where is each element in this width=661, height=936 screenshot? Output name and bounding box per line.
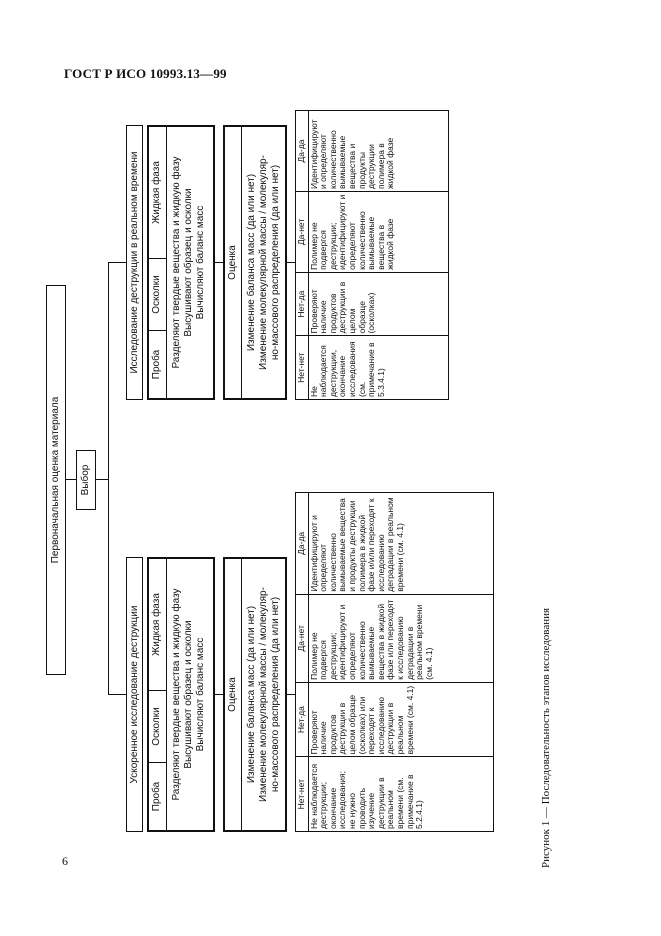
eval-line-2: Изменение молекулярной массы / молекуляр- xyxy=(258,155,269,370)
initial-assessment-box xyxy=(46,285,66,675)
phase-fragments-label: Осколки xyxy=(151,275,162,314)
connector-left xyxy=(108,694,126,695)
outcome-head: Нет-да xyxy=(296,272,309,336)
outcome-head: Да-нет xyxy=(296,191,309,272)
phase-cell-liquid xyxy=(149,559,167,690)
outcome-body: Идентифицируют и определяют количественно вымываемые вещества и продукты деструкции полимера в жидкой фазе и/или переходят к исследованию деградации в реальном времени (см. 4.1) xyxy=(308,493,493,595)
eval-line-2: Изменение молекулярной массы / молекуляр- xyxy=(258,587,269,802)
connector-top xyxy=(66,479,76,480)
outcome-head: Нет-да xyxy=(296,682,309,757)
eval-line-1: Изменение баланса масс (да или нет) xyxy=(246,173,257,352)
choice-label: Выбор xyxy=(80,464,91,496)
prep-line-1: Разделяют твердые вещества и жидкую фазу xyxy=(171,156,182,369)
outcome-body: Полимер не подвергся деструкции; идентифицируют и определяют количественно вымываемые вещества в жидкой фазе xyxy=(308,191,448,272)
outcome-body: Не наблюдается деструкции, окончание исследования (см. примечание в 5.3.4.1) xyxy=(308,336,448,400)
phase-cell-sample xyxy=(149,762,167,830)
prep-line-1: Разделяют твердые вещества и жидкую фазу xyxy=(171,588,182,801)
accelerated-study-title-box xyxy=(126,557,143,832)
eval-title-cell xyxy=(225,127,242,398)
realtime-study-title-box xyxy=(126,125,143,400)
eval-title-cell xyxy=(225,559,242,830)
outcome-head: Нет-нет xyxy=(296,757,309,832)
outcome-body: Проверяют наличие продуктов деструкции в целом образце (осколках) xyxy=(308,272,448,336)
eval-line-1: Изменение баланса масс (да или нет) xyxy=(246,605,257,784)
outcome-body: Не наблюдается деструкции; окончание исследования; не нужно проводить изучение деструкции в реальном времени (см. примечание в 5.2.4.1) xyxy=(308,757,493,832)
figure-caption: Рисунок 1 — Последовательность этапов исследования xyxy=(540,607,552,868)
phase-fragments-label: Осколки xyxy=(151,707,162,746)
realtime-study-title: Исследование деструкции в реальном времени xyxy=(129,151,140,374)
prep-line-3: Вычисляют баланс масс xyxy=(195,637,206,752)
eval-line-3: но-массового распределения (да или нет) xyxy=(270,596,281,793)
outcome-body: Проверяют наличие продуктов деструкции в целом образце (осколках) или переходят к исследованию деструкции в реальном времени (см. 4.1) xyxy=(308,682,493,757)
outcome-body: Идентифицируют и определяют количественно вымываемые вещества и продукты деструкции полимера в жидкой фазе xyxy=(308,111,448,192)
outcome-head: Нет-нет xyxy=(296,336,309,400)
phase-sample-label: Проба xyxy=(151,349,162,380)
eval-line-3: но-массового распределения (да или нет) xyxy=(270,164,281,361)
eval-title: Оценка xyxy=(227,677,238,712)
accelerated-study-title: Ускоренное исследование деструкции xyxy=(129,605,140,784)
phase-cell-sample xyxy=(149,330,167,398)
outcome-body: Полимер не подвергся деструкции; идентифицируют и определяют количественно вымываемые вещества в жидкой фазе или переходят к исследованию деградации в реальном времени (см. 4.1) xyxy=(308,594,493,682)
phase-liquid-label: Жидкая фаза xyxy=(151,161,162,224)
connector-left-outcomes xyxy=(287,694,295,695)
accelerated-prep-box xyxy=(147,557,215,832)
outcome-head: Да-да xyxy=(296,111,309,192)
eval-title: Оценка xyxy=(227,245,238,280)
connector-right xyxy=(108,262,126,263)
phase-cell-liquid xyxy=(149,127,167,258)
outcome-head: Да-нет xyxy=(296,594,309,682)
realtime-outcomes-table xyxy=(295,110,449,400)
prep-line-2: Высушивают образец и осколки xyxy=(183,620,194,769)
realtime-eval-box xyxy=(223,125,287,400)
connector-branch xyxy=(108,263,109,695)
choice-box xyxy=(76,450,96,510)
realtime-prep-box xyxy=(147,125,215,400)
accelerated-eval-box xyxy=(223,557,287,832)
prep-line-3: Вычисляют баланс масс xyxy=(195,205,206,320)
phase-sample-label: Проба xyxy=(151,781,162,812)
page-number: 6 xyxy=(62,854,68,868)
phase-cell-fragments xyxy=(149,258,167,330)
document-code: ГОСТ Р ИСО 10993.13—99 xyxy=(64,66,227,81)
flowchart-diagram xyxy=(38,100,528,860)
accelerated-outcomes-table xyxy=(295,492,494,832)
phase-cell-fragments xyxy=(149,690,167,762)
initial-assessment-label: Первоначальная оценка материала xyxy=(50,396,61,564)
connector-right-outcomes xyxy=(287,262,295,263)
connector-choice xyxy=(96,479,108,480)
prep-line-2: Высушивают образец и осколки xyxy=(183,188,194,337)
outcome-head: Да-да xyxy=(296,493,309,595)
connector-right-eval xyxy=(215,262,223,263)
phase-liquid-label: Жидкая фаза xyxy=(151,593,162,656)
connector-left-eval xyxy=(215,694,223,695)
